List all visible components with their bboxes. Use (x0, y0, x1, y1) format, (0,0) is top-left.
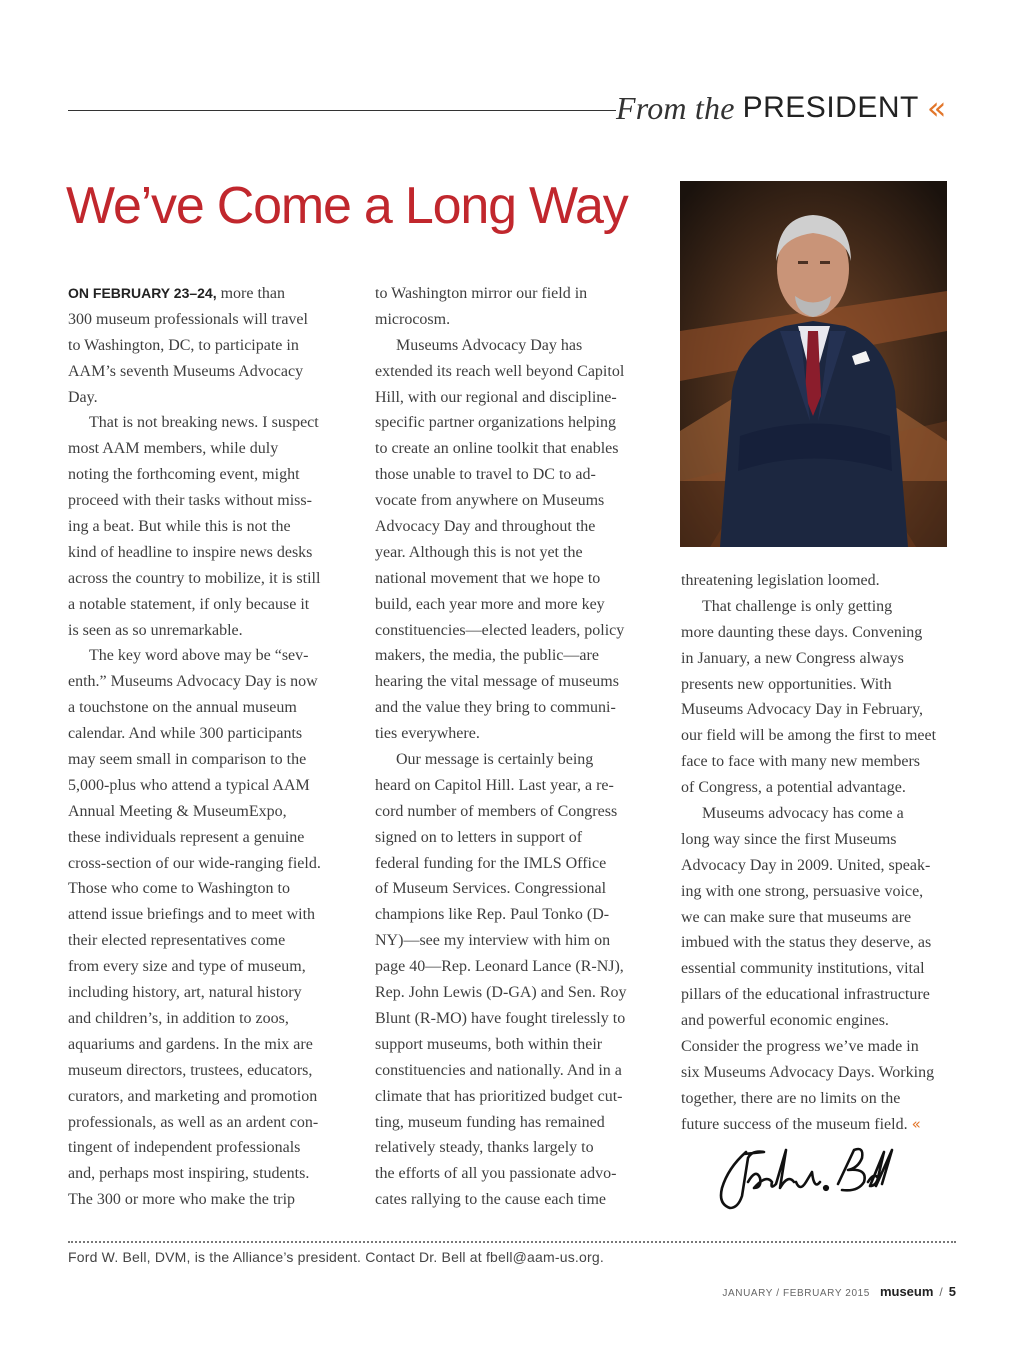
article-line (375, 566, 665, 592)
article-line (68, 773, 358, 799)
article-line (681, 594, 971, 620)
article-line (681, 723, 971, 749)
article-column-2 (375, 281, 665, 1213)
article-line-text: pillars of the educational infrastructure (681, 986, 930, 1004)
article-line (68, 876, 358, 902)
article-line (68, 410, 358, 436)
article-line (375, 695, 665, 721)
article-line (375, 359, 665, 385)
article-line-text: calendar. And while 300 participants (68, 725, 303, 743)
article-line (375, 747, 665, 773)
article-line (68, 825, 358, 851)
signature-glyph (708, 1138, 898, 1218)
article-line-text: from every size and type of museum, (68, 958, 306, 976)
article-line-text: enth.” Museums Advocacy Day is now (68, 673, 318, 691)
article-line (375, 307, 665, 333)
article-line (68, 618, 358, 644)
article-line (375, 385, 665, 411)
article-line-text: their elected representatives come (68, 932, 286, 950)
article-line (68, 359, 358, 385)
article-line-text: ting, museum funding has remained (375, 1113, 605, 1131)
article-line-text: noting the forthcoming event, might (68, 466, 300, 484)
header-from-the: From the (616, 89, 735, 126)
article-line (375, 1187, 665, 1213)
section-header (616, 86, 946, 130)
folio-page-number: 5 (948, 1284, 956, 1299)
article-line-text: That is not breaking news. I suspect (89, 414, 319, 432)
article-line (68, 307, 358, 333)
article-line-text: Our message is certainly being (396, 751, 594, 769)
article-line-text: proceed with their tasks without miss- (68, 492, 312, 510)
article-line-text: and the value they bring to communi- (375, 699, 616, 717)
article-line (681, 853, 971, 879)
article-line-text: Museums Advocacy Day has (396, 336, 583, 354)
article-line (375, 643, 665, 669)
page-folio (722, 1284, 956, 1299)
article-line-text: Blunt (R-MO) have fought tirelessly to (375, 1009, 626, 1027)
article-line-text: The key word above may be “sev- (89, 647, 309, 665)
article-line-text: constituencies and nationally. And in a (375, 1061, 622, 1079)
article-column-3 (681, 568, 971, 1138)
article-line (68, 488, 358, 514)
article-line-text: those unable to travel to DC to ad- (375, 466, 596, 484)
article-line (681, 749, 971, 775)
article-line-text: page 40—Rep. Leonard Lance (R-NJ), (375, 958, 624, 976)
article-line-text: in January, a new Congress always (681, 649, 904, 667)
article-line (681, 672, 971, 698)
article-line-text: specific partner organizations helping (375, 414, 616, 432)
article-line (375, 1058, 665, 1084)
footnote-rule (68, 1241, 956, 1243)
article-line-text: future success of the museum field. (681, 1115, 908, 1133)
folio-issue-date: JANUARY / FEBRUARY 2015 (722, 1288, 870, 1299)
article-line-text: cord number of members of Congress (375, 802, 618, 820)
article-line-text: champions like Rep. Paul Tonko (D- (375, 906, 610, 924)
article-line (68, 281, 358, 307)
article-line-text: across the country to mobilize, it is still (68, 569, 321, 587)
article-line-text: Museums advocacy has come a (702, 805, 904, 823)
article-line-text: makers, the media, the public—are (375, 647, 599, 665)
article-line (375, 876, 665, 902)
article-line (375, 1032, 665, 1058)
article-line (375, 592, 665, 618)
article-line-text: microcosm. (375, 310, 451, 328)
article-line (681, 646, 971, 672)
article-line-text: extended its reach well beyond Capitol (375, 362, 625, 380)
article-column-1 (68, 281, 358, 1213)
article-line (68, 1006, 358, 1032)
article-line-text: aquariums and gardens. In the mix are (68, 1035, 313, 1053)
article-line-text: ing with one strong, persuasive voice, (681, 882, 924, 900)
article-line-text: build, each year more and more key (375, 595, 605, 613)
article-line-text: vocate from anywhere on Museums (375, 492, 605, 510)
article-line-text: a notable statement, if only because it (68, 595, 310, 613)
article-line (68, 721, 358, 747)
article-line (681, 956, 971, 982)
article-line-text: kind of headline to inspire news desks (68, 543, 313, 561)
article-line-text: attend issue briefings and to meet with (68, 906, 316, 924)
headline: We’ve Come a Long Way (66, 177, 628, 235)
article-line-text: signed on to letters in support of (375, 828, 583, 846)
article-line-text: presents new opportunities. With (681, 675, 892, 693)
article-line (68, 566, 358, 592)
article-line-text: together, there are no limits on the (681, 1089, 901, 1107)
article-line-text: tingent of independent professionals (68, 1139, 301, 1157)
article-line (375, 514, 665, 540)
article-line (375, 773, 665, 799)
article-line (375, 488, 665, 514)
article-line-text: our field will be among the first to meet (681, 727, 937, 745)
article-line (375, 1110, 665, 1136)
article-line-text: The 300 or more who make the trip (68, 1191, 296, 1209)
article-line-text: to create an online toolkit that enables (375, 440, 619, 458)
article-lead-in: ON FEBRUARY 23–24, (68, 285, 217, 301)
article-line-text: of Congress, a potential advantage. (681, 779, 906, 797)
article-line (68, 1032, 358, 1058)
article-line (68, 902, 358, 928)
article-line-text: curators, and marketing and promotion (68, 1087, 318, 1105)
article-line (681, 1008, 971, 1034)
article-line-text: support museums, both within their (375, 1035, 603, 1053)
article-line (68, 462, 358, 488)
article-line-text: the efforts of all you passionate advo- (375, 1165, 617, 1183)
article-line-text: national movement that we hope to (375, 569, 601, 587)
article-line-text: including history, art, natural history (68, 984, 302, 1002)
article-line (68, 643, 358, 669)
article-line (681, 1060, 971, 1086)
article-line (681, 879, 971, 905)
article-line-text: is seen as so unremarkable. (68, 621, 243, 639)
article-line (681, 801, 971, 827)
article-line (681, 930, 971, 956)
article-line-text: 300 museum professionals will travel (68, 310, 308, 328)
article-line-text: Rep. John Lewis (D-GA) and Sen. Roy (375, 984, 627, 1002)
article-line (681, 1112, 971, 1138)
article-line (375, 1084, 665, 1110)
article-line-text: constituencies—elected leaders, policy (375, 621, 625, 639)
article-line (375, 333, 665, 359)
article-line (681, 827, 971, 853)
article-line (375, 1135, 665, 1161)
folio-separator: / (939, 1285, 943, 1299)
article-line (681, 697, 971, 723)
article-line (68, 514, 358, 540)
article-line (375, 1006, 665, 1032)
article-line-text: more than (216, 285, 286, 302)
article-line-text: more daunting these days. Convening (681, 623, 923, 641)
article-line (375, 410, 665, 436)
article-line (68, 540, 358, 566)
article-line-text: That challenge is only getting (702, 597, 893, 615)
article-line-text: climate that has prioritized budget cut- (375, 1087, 623, 1105)
article-line (375, 669, 665, 695)
article-line (68, 1135, 358, 1161)
article-line-text: and children’s, in addition to zoos, (68, 1009, 289, 1027)
article-line (681, 905, 971, 931)
article-line (681, 1086, 971, 1112)
article-line (375, 980, 665, 1006)
signature (708, 1138, 898, 1218)
article-line (375, 928, 665, 954)
header-rule (68, 110, 616, 111)
article-line (68, 1058, 358, 1084)
article-line (68, 695, 358, 721)
article-line-text: may seem small in comparison to the (68, 751, 307, 769)
article-line-text: year. Although this is not yet the (375, 543, 583, 561)
article-line (681, 1034, 971, 1060)
article-line-text: cross-section of our wide-ranging field. (68, 854, 321, 872)
article-line-text: ties everywhere. (375, 725, 480, 743)
article-line-text: we can make sure that museums are (681, 908, 912, 926)
double-chevron-left-icon: « (926, 89, 947, 127)
article-line (68, 592, 358, 618)
article-line (68, 436, 358, 462)
end-mark-chevron-icon: « (911, 1114, 921, 1133)
article-line (68, 851, 358, 877)
article-line (375, 902, 665, 928)
article-line (375, 1161, 665, 1187)
article-line-text: imbued with the status they deserve, as (681, 934, 932, 952)
article-line-text: Day. (68, 388, 98, 406)
article-line (375, 721, 665, 747)
president-portrait (680, 181, 947, 547)
portrait-illustration (680, 181, 947, 547)
article-line-text: ing a beat. But while this is not the (68, 518, 291, 536)
article-line (375, 851, 665, 877)
article-line (375, 540, 665, 566)
article-line-text: Those who come to Washington to (68, 880, 290, 898)
article-line (681, 568, 971, 594)
article-line-text: Museums Advocacy Day in February, (681, 701, 924, 719)
article-line-text: threatening legislation loomed. (681, 572, 880, 589)
article-line-text: federal funding for the IMLS Office (375, 854, 607, 872)
article-line-text: of Museum Services. Congressional (375, 880, 607, 898)
article-line (68, 799, 358, 825)
article-line-text: essential community institutions, vital (681, 960, 925, 978)
article-line-text: and, perhaps most inspiring, students. (68, 1165, 310, 1183)
article-line (375, 954, 665, 980)
article-line-text: long way since the first Museums (681, 830, 897, 848)
article-line (68, 1187, 358, 1213)
article-line-text: a touchstone on the annual museum (68, 699, 297, 717)
article-line-text: to Washington, DC, to participate in (68, 336, 299, 354)
article-line (68, 385, 358, 411)
article-line-text: museum directors, trustees, educators, (68, 1061, 313, 1079)
folio-magazine-name: museum (879, 1284, 934, 1299)
article-line-text: NY)—see my interview with him on (375, 932, 611, 950)
article-line (68, 747, 358, 773)
article-line (681, 982, 971, 1008)
article-line-text: hearing the vital message of museums (375, 673, 619, 691)
article-line (681, 620, 971, 646)
article-line-text: relatively steady, thanks largely to (375, 1139, 594, 1157)
article-line-text: most AAM members, while duly (68, 440, 279, 458)
article-line (68, 980, 358, 1006)
article-line-text: cates rallying to the cause each time (375, 1191, 607, 1209)
article-line-text: these individuals represent a genuine (68, 828, 305, 846)
article-line (375, 799, 665, 825)
article-line-text: six Museums Advocacy Days. Working (681, 1063, 935, 1081)
article-line (68, 333, 358, 359)
article-line-text: Consider the progress we’ve made in (681, 1038, 919, 1056)
article-line-text: heard on Capitol Hill. Last year, a re- (375, 776, 614, 794)
article-line (375, 281, 665, 307)
article-line-text: Hill, with our regional and discipline- (375, 388, 617, 406)
article-line (68, 1161, 358, 1187)
article-line (375, 825, 665, 851)
article-line-text: Annual Meeting & MuseumExpo, (68, 802, 287, 820)
article-line (68, 1110, 358, 1136)
article-line (68, 954, 358, 980)
article-line-text: to Washington mirror our field in (375, 285, 588, 302)
article-line-text: Advocacy Day and throughout the (375, 518, 596, 536)
article-line-text: face to face with many new members (681, 753, 921, 771)
article-line (68, 1084, 358, 1110)
article-line (375, 436, 665, 462)
author-footnote: Ford W. Bell, DVM, is the Alliance’s president. Contact Dr. Bell at fbell@aam-us.org. (68, 1249, 604, 1265)
article-line (681, 775, 971, 801)
article-line-text: 5,000-plus who attend a typical AAM (68, 776, 310, 794)
article-line (375, 618, 665, 644)
header-president: PRESIDENT (742, 91, 919, 124)
article-line (375, 462, 665, 488)
article-line-text: and powerful economic engines. (681, 1012, 889, 1030)
article-line (68, 928, 358, 954)
article-line-text: AAM’s seventh Museums Advocacy (68, 362, 304, 380)
article-line-text: Advocacy Day in 2009. United, speak- (681, 856, 931, 874)
article-line (68, 669, 358, 695)
article-line-text: professionals, as well as an ardent con- (68, 1113, 319, 1131)
